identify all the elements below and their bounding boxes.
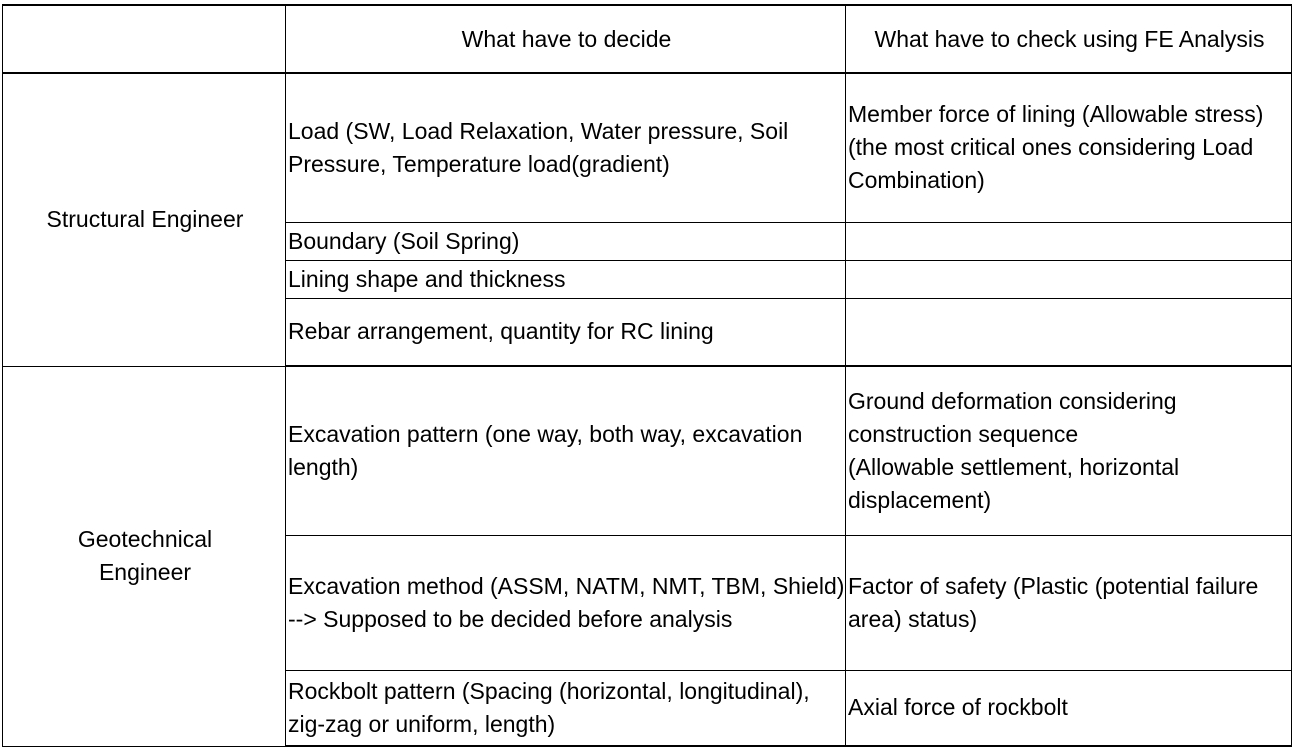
role-structural-engineer: Structural Engineer bbox=[3, 73, 286, 366]
check-cell-empty bbox=[846, 260, 1292, 298]
check-cell bbox=[846, 535, 1292, 670]
decide-line: Excavation method (ASSM, NATM, NMT, TBM, Shield) bbox=[288, 572, 845, 599]
role-line: Engineer bbox=[98, 559, 192, 585]
decide-cell bbox=[286, 535, 846, 670]
table-row bbox=[3, 73, 1292, 222]
check-cell-empty bbox=[846, 298, 1292, 366]
check-line: (Allowable settlement, horizontal displacement) bbox=[848, 453, 1180, 513]
decide-cell: Rebar arrangement, quantity for RC lining bbox=[286, 298, 846, 366]
header-decide: What have to decide bbox=[286, 5, 846, 73]
decide-line: Excavation pattern (one way, both way, excavation length) bbox=[288, 420, 803, 480]
check-cell bbox=[846, 73, 1292, 222]
decide-cell: Load (SW, Load Relaxation, Water pressure, Soil Pressure, Temperature load(gradient) bbox=[286, 73, 846, 222]
header-check: What have to check using FE Analysis bbox=[846, 5, 1292, 73]
header-row bbox=[3, 5, 1292, 73]
check-line: Ground deformation considering construction sequence bbox=[848, 387, 1177, 447]
check-line: Factor of safety (Plastic (potential failure area) status) bbox=[848, 572, 1259, 632]
check-line: Member force of lining (Allowable stress) bbox=[848, 101, 1264, 128]
check-line: (the most critical ones considering Load Combination) bbox=[848, 134, 1254, 194]
check-cell bbox=[846, 366, 1292, 535]
decide-cell bbox=[286, 670, 846, 746]
role-geotechnical-engineer bbox=[3, 366, 286, 746]
decide-line: Rockbolt pattern (Spacing (horizontal, longitudinal), zig-zag or uniform, length) bbox=[288, 677, 810, 737]
check-cell-empty bbox=[846, 222, 1292, 260]
check-line: Axial force of rockbolt bbox=[848, 694, 1068, 721]
decide-line: --> Supposed to be decided before analysis bbox=[288, 605, 733, 632]
header-blank-cell bbox=[3, 5, 286, 73]
decide-cell bbox=[286, 366, 846, 535]
role-line: Geotechnical bbox=[77, 526, 213, 552]
analysis-responsibility-table bbox=[2, 4, 1292, 747]
decide-cell: Lining shape and thickness bbox=[286, 260, 846, 298]
table-row bbox=[3, 366, 1292, 535]
decide-cell: Boundary (Soil Spring) bbox=[286, 222, 846, 260]
check-cell bbox=[846, 670, 1292, 746]
